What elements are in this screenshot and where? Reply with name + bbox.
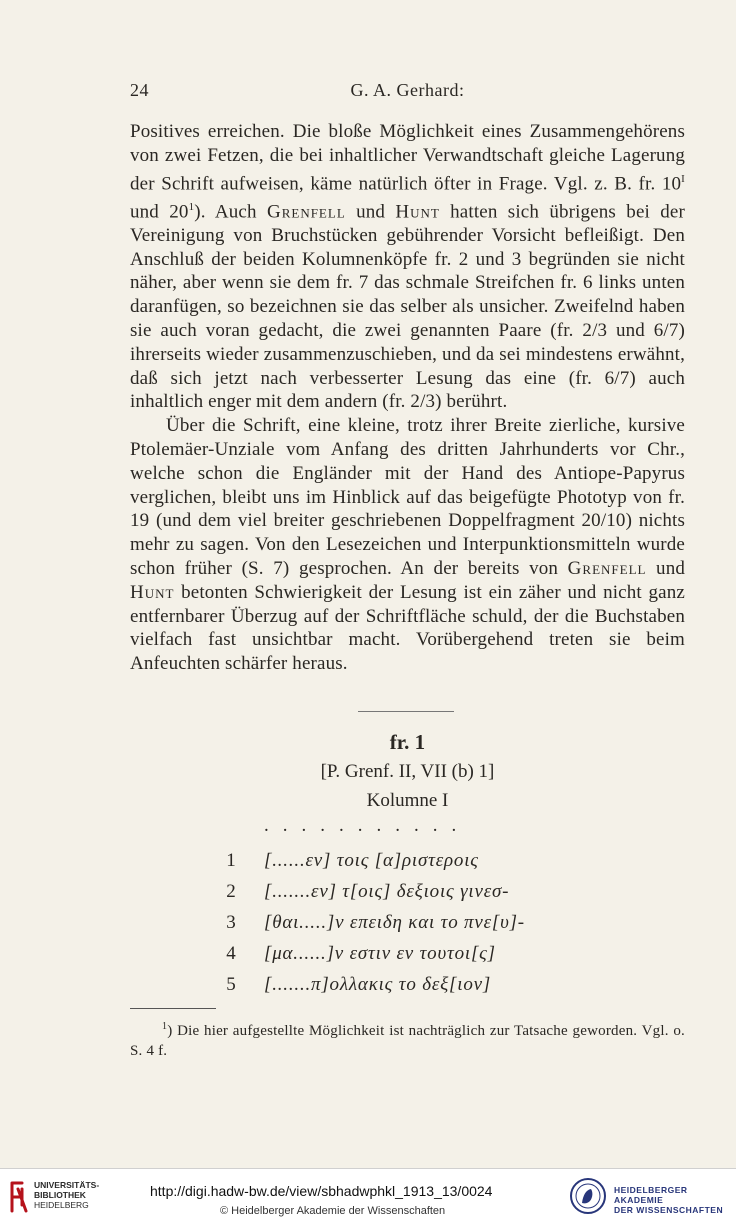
line-number: 5 <box>226 974 236 995</box>
hadw-seal-icon[interactable] <box>569 1177 607 1215</box>
paragraph-1-text-d: und <box>345 201 396 223</box>
body-text <box>130 120 685 676</box>
paragraph-2 <box>130 414 685 676</box>
author-name-hunt: Hunt <box>130 581 175 603</box>
footnote-rule <box>130 1008 216 1009</box>
ub-heidelberg-wordmark <box>34 1180 99 1210</box>
footnote <box>130 1017 685 1061</box>
footnote-ref: 1 <box>188 200 195 213</box>
greek-line <box>224 850 644 876</box>
page-number: 24 <box>130 80 149 100</box>
hadw-wordmark <box>614 1185 736 1215</box>
hadw-line-1: HEIDELBERGER AKADEMIE <box>614 1185 688 1205</box>
fragment-source: [P. Grenf. II, VII (b) 1] <box>320 761 495 782</box>
greek-line <box>224 881 644 907</box>
section-divider <box>358 711 454 712</box>
paragraph-1-text-b: und 20 <box>130 201 189 223</box>
author-name-grenfell: Grenfell <box>567 558 647 579</box>
greek-line <box>224 912 644 938</box>
viewer-footer <box>0 1168 736 1224</box>
line-number: 4 <box>226 943 236 964</box>
lacuna-dots: ........... <box>264 815 471 836</box>
running-header <box>130 80 685 104</box>
ub-line-2: BIBLIOTHEK <box>34 1190 86 1200</box>
fragment-title: fr. 1 <box>389 730 426 754</box>
paragraph-2-text-b: und <box>646 558 685 579</box>
paragraph-1-text-c: ). Auch <box>194 201 267 223</box>
ub-line-3: HEIDELBERG <box>34 1200 89 1210</box>
line-number: 1 <box>226 850 236 871</box>
permalink-url[interactable]: http://digi.hadw-bw.de/view/sbhadwphkl_1913_13/0024 <box>150 1183 493 1199</box>
paragraph-1 <box>130 120 685 414</box>
greek-text: [.......π]ολλακις το δεξ[ιον] <box>264 974 492 995</box>
ub-line-1: UNIVERSITÄTS- <box>34 1180 100 1190</box>
paragraph-2-text-a: Über die Schrift, eine kleine, trotz ihrer Breite zierliche, kursive Ptolemäer-Unziale vom Anfang des dritten Jahrhunderts vor Chr., welche schon die Engländer mit der Hand des Antiope-Papyrus verglichen, bleibt uns im Hinblick auf das beigefügte Phototyp von fr. 19 (und dem viel breiter geschriebenen Doppelfragment 20/10) nichts mehr zu sagen. Von den Lesezeichen und Interpunktionsmitteln wurde schon früher (S. 7) gesprochen. An der bereits von <box>130 415 685 579</box>
line-number: 2 <box>226 881 236 902</box>
greek-line <box>224 943 644 969</box>
copyright-notice: © Heidelberger Akademie der Wissenschaften <box>220 1205 446 1217</box>
superscript-roman: I <box>681 172 685 185</box>
author-name-grenfell: Grenfell <box>266 201 346 223</box>
greek-text: [.......εν] τ[οις] δεξιοις γινεσ- <box>264 881 510 902</box>
footnote-marker: 1 <box>162 1021 168 1032</box>
paragraph-1-text-a: Positives erreichen. Die bloße Möglichkeit eines Zusammengehörens von zwei Fetzen, die bei inhaltlicher Verwandtschaft gleiche Lagerung der Schrift aufweisen, käme natürlich öfter in Frage. Vgl. z. B. fr. 10 <box>130 121 685 194</box>
footnote-text: ) Die hier aufgestellte Möglichkeit ist nachträglich zur Tatsache geworden. Vgl. o. S. 4 f. <box>130 1023 685 1059</box>
greek-text: [......εν] τοις [α]ριστεροις <box>264 850 479 871</box>
author-name-hunt: Hunt <box>395 201 440 223</box>
greek-line <box>224 974 644 1000</box>
fragment-column: Kolumne I <box>366 790 449 811</box>
paragraph-1-text-e: hatten sich übrigens bei der Vereinigung von Bruchstücken gebührender Vorsicht befleißigt. Den Anschluß der beiden Kolumnenköpfe fr. 2 und 3 begründen sie nicht näher, aber wenn sie dem fr. 7 das schmale Streifchen fr. 6 links unten daranfügen, so bezeichnen sie das selber als unsicher. Zweifelnd haben sie auch voran gedacht, die zwei genannten Paare (fr. 2/3 und 6/7) ihrerseits wieder zusammenzuschieben, und da sei mindestens erwähnt, daß sich jetzt nach verbesserter Lesung das eine (fr. 6/7) auch inhaltlich enger mit dem andern (fr. 2/3) berührt. <box>130 201 685 413</box>
greek-text: [θαι.....]ν επειδη και το πνε[υ]- <box>264 912 525 933</box>
line-number: 3 <box>226 912 236 933</box>
paragraph-2-text-c: betonten Schwierigkeit der Lesung ist ein zäher und nicht ganz entfernbarer Überzug auf der Schriftfläche schuld, der die Buchstaben vielfach fast unsichtbar macht. Vorübergehend treten sie beim Anfeuchten schärfer heraus. <box>130 581 685 675</box>
hadw-line-2: DER WISSENSCHAFTEN <box>614 1205 724 1215</box>
greek-text: [μα......]ν εστιν εν τουτοι[ς] <box>264 943 496 964</box>
running-title: G. A. Gerhard: <box>350 80 465 100</box>
